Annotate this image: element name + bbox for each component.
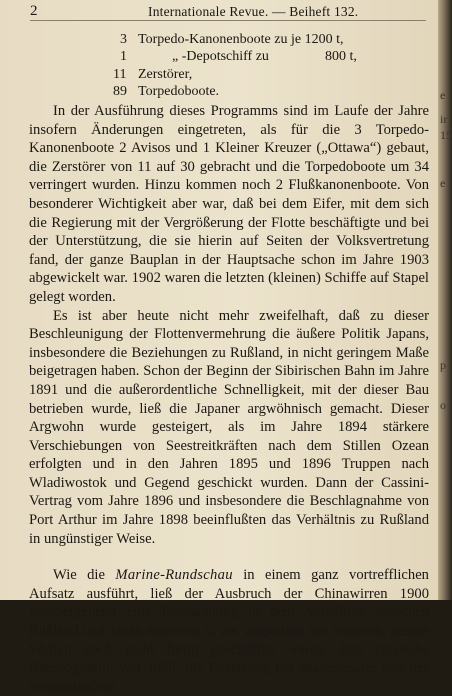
page-number: 2	[30, 3, 38, 19]
body-text	[29, 102, 429, 696]
margin-fragment: 15	[440, 128, 452, 142]
margin-fragment: p	[440, 358, 446, 372]
paragraph-rest: in einem ganz vortrefflichen Aufsatz ausführt, ließ der Ausbruch der Chinawirren 1900 vorübergehend eine Entspannung in dem Verhältnis zwischen Rußland und Japan eintreten, u. zw. zugunsten des letzteren, dessen Waffen noch nicht fertig geschliffen waren. Das russische Bauprogramm von 1898, die Besetzung der Mandschurei und des Vertragshafens	[29, 567, 429, 695]
table-label: „ -Depotschiff zu	[172, 49, 269, 64]
table-count: 11	[113, 67, 127, 82]
running-title: Internationale Revue. — Beiheft 132.	[148, 4, 359, 19]
margin-fragment: e	[440, 88, 446, 102]
table-count: 89	[113, 84, 127, 99]
table-label: Torpedoboote.	[138, 84, 220, 99]
paragraph: Es ist aber heute nicht mehr zweifelhaft, daß zu dieser Beschleunigung der Flottenvermehrung die äußere Politik Japans, insbesondere die Beziehungen zu Rußland, in nicht geringem Maße beigetragen haben. Schon der Beginn der Sibirischen Bahn im Jahre 1891 und die außerordentliche Schnelligkeit, mit der dieser Bau betrieben wurde, ließ die Japaner argwöhnisch gemacht. Dieser Argwohn wurde gesteigert, als im Jahre 1894 stärkere Verschiebungen von Seestreitkräften nach dem Stillen Ozean erfolgten und in den Jahren 1895 und 1896 Truppen nach Wladiwostok und Gegend geschickt wurden. Dann der Cassini-Vertrag vom Jahre 1896 und insbesondere die Beschlagnahme von Port Arthur im Jahre 1898 beeinflußten das Verhältnis zu Rußland in ungünstiger Weise.	[29, 307, 429, 547]
table-count: 1	[120, 49, 127, 64]
table-row	[0, 84, 438, 103]
table-count: 3	[120, 32, 127, 47]
paragraph	[29, 566, 429, 696]
paragraph-intro: Wie die	[53, 567, 116, 584]
table-tonnage: 800 t,	[325, 49, 357, 64]
journal-title: Marine-Rundschau	[115, 567, 233, 584]
facing-page-edge	[438, 0, 452, 600]
table-row	[0, 49, 438, 68]
table-label: Torpedo-Kanonenboote zu je 1200 t,	[138, 32, 344, 47]
running-header	[30, 4, 426, 21]
paragraph: In der Ausführung dieses Programms sind im Laufe der Jahre insofern Änderungen eingetreten, als für die 3 Torpedo-Kanonenboote 2 Avisos und 1 Kleiner Kreuzer („Ottawa“) gebaut, die Zerstörer von 11 auf 30 gebracht und die Torpedoboote um 34 verringert wurden. Hinzu kommen noch 2 Flußkanonenboote. Von besonderer Wichtigkeit aber war, daß bei dem Eifer, mit dem sich die Regierung mit der Vergrößerung der Flotte beschäftigte und bei der Unterstützung, die sie hierin auf Seiten der Volksvertretung fand, der ganze Bauplan in der Hauptsache schon im Jahre 1903 abgewickelt war. 1902 waren die letzten (kleinen) Schiffe auf Stapel gelegt worden.	[29, 103, 429, 305]
table-label: Zerstörer,	[138, 67, 193, 82]
margin-fragment: e	[440, 176, 446, 190]
margin-fragment: o	[440, 398, 446, 412]
margin-fragment: ir	[440, 112, 448, 126]
